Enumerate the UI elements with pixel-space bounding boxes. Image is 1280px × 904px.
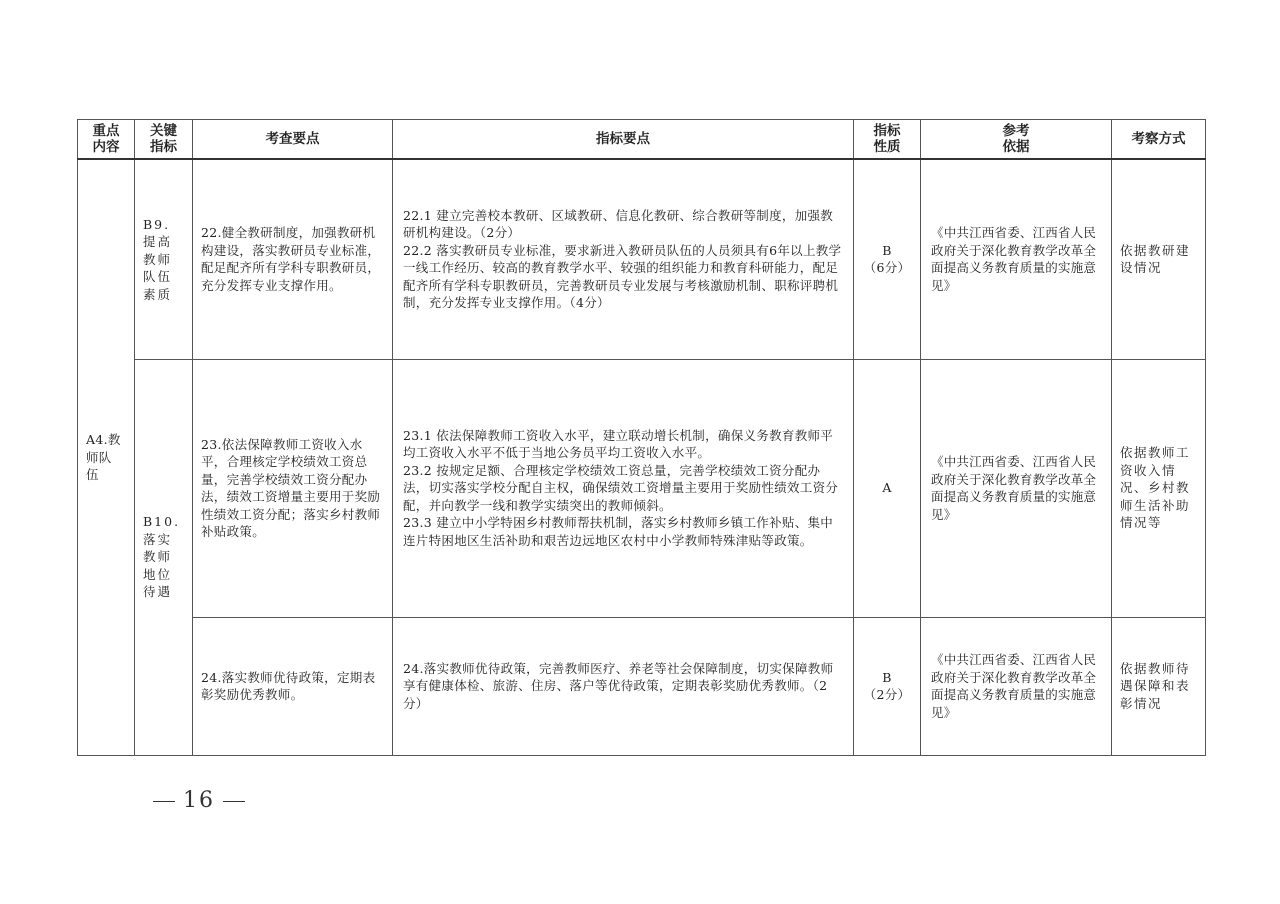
method-cell [1112,359,1206,617]
evaluation-table [77,119,1206,756]
header-basis [921,120,1112,160]
method-text: 依据教研建设情况 [1120,242,1191,276]
basis-cell [921,617,1112,755]
page-number: 16 [183,788,215,813]
nature-grade: B [882,242,892,258]
indicator-point-cell [393,159,854,359]
header-key-indicator-line2: 指标 [150,139,177,155]
indicator-point-item: 22.1 建立完善校本教研、区域教研、信息化教研、综合教研等制度，加强教研机构建设。（2分） [403,207,834,241]
check-point-text: 24.落实教师优待政策，定期表彰奖励优秀教师。 [201,669,376,702]
footer-dash-right [223,801,245,802]
nature-grade: A [882,480,892,496]
check-point-text: 23.依法保障教师工资收入水平，合理核定学校绩效工资总量，完善学校绩效工资分配办法，绩效工资增量主要用于奖励性绩效工资分配；落实乡村教师补贴政策。 [201,436,381,539]
page-footer [145,788,253,813]
header-basis-line2: 依据 [1002,139,1030,155]
method-cell [1112,617,1206,755]
key-content-cell [78,159,135,755]
check-point-cell [193,359,393,617]
table-row [78,617,1206,755]
header-key-indicator-line1: 关键 [150,123,177,139]
method-text: 依据教师工资收入情况、乡村教师生活补助情况等 [1120,445,1191,531]
nature-cell [854,159,921,359]
check-point-cell [193,159,393,359]
key-indicator-text: B10.落实教师地位待遇 [143,514,181,600]
basis-text: 《中共江西省委、江西省人民政府关于深化教育教学改革全面提高义务教育质量的实施意见》 [931,225,1097,293]
header-basis-line1: 参考 [1002,123,1030,139]
header-key-content [78,120,135,160]
check-point-text: 22.健全教研制度，加强教研机构建设，落实教研员专业标准，配足配齐所有学科专职教研员，充分发挥专业支撑作用。 [201,225,381,293]
nature-grade: B [882,669,892,685]
indicator-point-item: 23.3 建立中小学特困乡村教师帮扶机制，落实乡村教师乡镇工作补贴、集中连片特困地区生活补助和艰苦边远地区农村中小学教师特殊津贴等政策。 [403,515,834,548]
header-indicator-points: 指标要点 [393,120,854,160]
indicator-point-item: 23.2 按规定足额、合理核定学校绩效工资总量，完善学校绩效工资分配办法，切实落实学校分配自主权，确保绩效工资增量主要用于奖励性绩效工资分配，并向教学一线和教学实绩突出的教师倾斜。 [403,462,839,513]
header-nature-line2: 性质 [873,139,901,155]
basis-text: 《中共江西省委、江西省人民政府关于深化教育教学改革全面提高义务教育质量的实施意见》 [931,454,1097,522]
method-text: 依据教师待遇保障和表彰情况 [1120,660,1191,711]
key-indicator-cell [135,159,193,359]
indicator-point-item: 23.1 依法保障教师工资收入水平，建立联动增长机制，确保义务教育教师平均工资收入水平不低于当地公务员平均工资收入水平。 [403,427,834,461]
method-cell [1112,159,1206,359]
key-indicator-text: B9.提高教师队伍素质 [143,216,173,302]
nature-cell [854,359,921,617]
basis-text: 《中共江西省委、江西省人民政府关于深化教育教学改革全面提高义务教育质量的实施意见》 [931,652,1097,720]
header-key-indicator [135,120,193,160]
indicator-point-cell [393,617,854,755]
nature-cell [854,617,921,755]
table-header-row [78,120,1206,160]
header-nature [854,120,921,160]
indicator-point-cell [393,359,854,617]
header-key-content-line1: 重点 [92,123,120,139]
basis-cell [921,359,1112,617]
key-content-text: A4.教师队伍 [86,432,121,482]
nature-score: （2分） [863,687,911,702]
key-indicator-cell [135,359,193,755]
indicator-point-item: 22.2 落实教研员专业标准，要求新进入教研员队伍的人员须具有6年以上教学一线工作经历、较高的教育教学水平、较强的组织能力和教育科研能力，配足配齐所有学科专职教研员，完善教研员专业发展与考核激励机制、职称评聘机制，充分发挥专业支撑作用。（4分） [403,242,842,311]
header-nature-line1: 指标 [873,123,901,139]
indicator-point-item: 24.落实教师优待政策，完善教师医疗、养老等社会保障制度，切实保障教师享有健康体检、旅游、住房、落户等优待政策，定期表彰奖励优秀教师。（2分） [403,660,834,711]
footer-dash-left [153,801,175,802]
header-method: 考察方式 [1112,120,1206,160]
header-key-content-line2: 内容 [92,139,120,155]
nature-score: （6分） [863,260,911,276]
table-row [78,359,1206,617]
check-point-cell [193,617,393,755]
table-row [78,159,1206,359]
basis-cell [921,159,1112,359]
header-check-points: 考查要点 [193,120,393,160]
